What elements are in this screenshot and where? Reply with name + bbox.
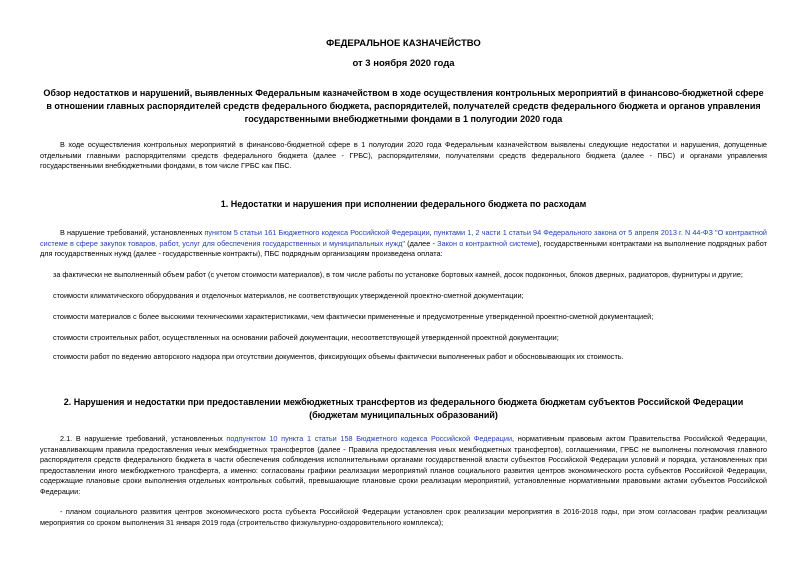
list-item: за фактически не выполненный объем работ (с учетом стоимости материалов), в том числе работы по установке бортовых камней, досок подоконных, блоков дверных, радиаторов, фурнитуры и другие; xyxy=(53,270,743,279)
intro-paragraph: В ходе осуществления контрольных мероприятий в финансово-бюджетной сфере в 1 полугодии 2020 года Федеральным казначейством выявлены следующие недостатки и нарушения, допущенные отдельными главными распорядителями средств федерального бюджета (далее - ГРБС), распорядителями, получателями средств федерального бюджета (далее - ПБС) и органами управления государственными внебюджетными фондами, в том числе ГРБС как ПБС. xyxy=(40,140,767,170)
section-1-text-end: ), государственными контрактами на выполнение подрядных работ для государственных нужд (далее - государственные контракты), ПБС подрядным организациям произведена оплата: xyxy=(40,238,767,258)
document-date: от 3 ноября 2020 года xyxy=(352,58,455,69)
document-title: Обзор недостатков и нарушений, выявленных Федеральным казначейством в ходе осуществления контрольных мероприятий в финансово-бюджетной сфере в отношении главных распорядителей средств федерального бюджета, распорядителей, получателей средств федерального бюджета и органов управления государственными внебюджетными фондами в 1 полугодии 2020 года xyxy=(43,88,764,124)
section-1-separator-2: (далее - xyxy=(404,238,438,248)
contract-system-law-link[interactable]: Закон о контрактной системе xyxy=(437,238,538,248)
section-2-paragraph xyxy=(40,434,767,497)
section-1-heading: 1. Недостатки и нарушения при исполнении федерального бюджета по расходам xyxy=(220,199,587,209)
section-1-paragraph xyxy=(40,228,767,260)
section-1-text-start: В нарушение требований, установленных xyxy=(60,228,205,237)
federal-law-44-link[interactable]: пунктами 1, 2 части 1 статьи 94 Федерального закона от 5 апреля 2013 г. N 44-ФЗ "О контрактной системе в сфере закупок товаров, работ, услуг для обеспечения государственных и муниципальных нужд" xyxy=(40,228,767,248)
list-item: стоимости работ по ведению авторского надзора при отсутствии документов, фиксирующих объемы фактически выполненных работ и обосновывающих их стоимость. xyxy=(53,352,624,361)
section-2-text-end: , нормативным правовым актом Правительства Российской Федерации, устанавливающим правила предоставления иных межбюджетных трансфертов (далее - Правила предоставления иных межбюджетных трансфертов), соглашениями, ГРБС не выполнены полномочия главного распорядителя средств федерального бюджета в части обеспечения соблюдения исполнительными органами государственной власти субъектов Российской Федерации условий и порядка, установленных при предоставлении иного межбюджетного трансферта, а именно: согласованы графики реализации мероприятий планов социального развития центров экономического роста субъектов Российской Федерации, содержащие плановые сроки выполнения отдельных контрольных событий, превышающие плановые сроки реализации мероприятий, установленные нормативными правовыми актами субъектов Российской Федерации: xyxy=(40,434,767,496)
budget-code-158-link[interactable]: подпунктом 10 пункта 1 статьи 158 Бюджетного кодекса Российской Федерации xyxy=(226,434,513,443)
section-2-text-start: 2.1. В нарушение требований, установленных xyxy=(60,434,227,443)
list-item: стоимости строительных работ, осуществленных на основании рабочей документации, несоответствующей утвержденной проектной документации; xyxy=(53,333,559,342)
section-2-heading: 2. Нарушения и недостатки при предоставлении межбюджетных трансфертов из федерального бюджета бюджетам субъектов Российской Федерации (бюджетам муниципальных образований) xyxy=(63,397,744,420)
list-item: стоимости климатического оборудования и отделочных материалов, не соответствующих утвержденной проектно-сметной документации; xyxy=(53,291,524,300)
budget-code-link[interactable]: пунктом 5 статьи 161 Бюджетного кодекса Российской Федерации xyxy=(204,228,430,237)
section-1-separator: , xyxy=(429,228,434,237)
agency-name: ФЕДЕРАЛЬНОЕ КАЗНАЧЕЙСТВО xyxy=(326,38,481,49)
list-item: стоимости материалов с более высокими техническими характеристиками, чем фактически примененные и предусмотренные утвержденной проектно-сметной документацией; xyxy=(53,312,654,321)
section-2-list-item: - планом социального развития центров экономического роста субъекта Российской Федерации установлен срок реализации мероприятия в 2016-2018 годы, при этом согласован график реализации мероприятия со сроком выполнения 31 января 2019 года (строительство физкультурно-оздоровительного комплекса); xyxy=(40,507,767,527)
